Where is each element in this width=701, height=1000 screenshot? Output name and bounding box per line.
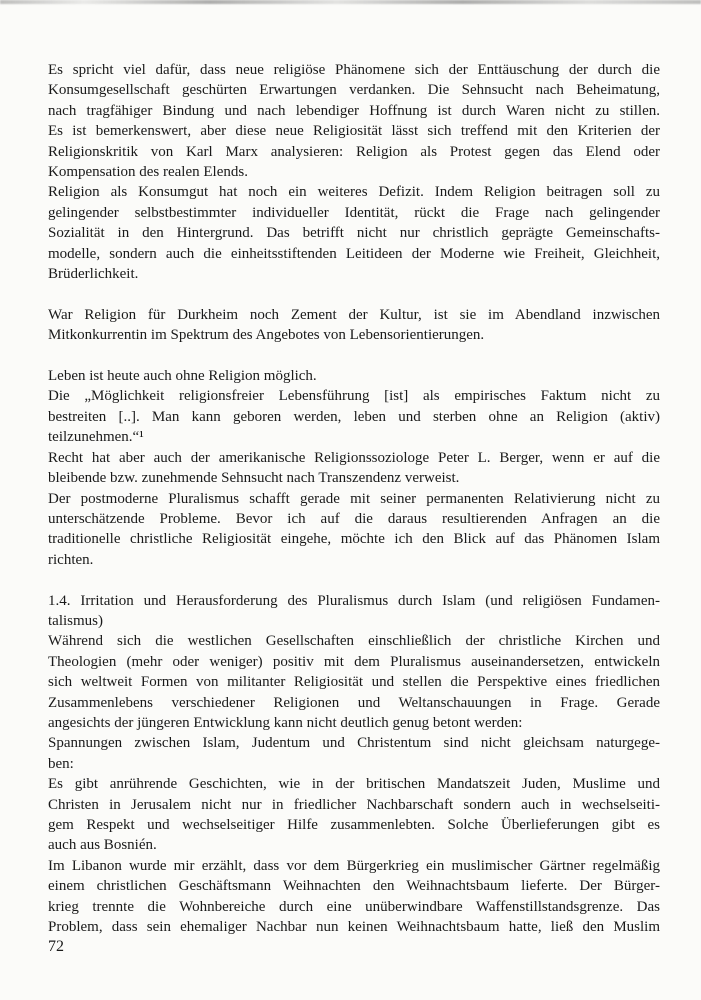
- text-line: richten.: [48, 551, 94, 568]
- text-line: Kompensation des realen Elends.: [48, 164, 248, 181]
- text-line: krieg trennte die Wohnbereiche durch eine unüberwindbare Waffenstillstandsgrenze. Das: [48, 898, 660, 915]
- text-line: gelingender selbstbestimmter individueller Identität, rückt die Frage nach gelingender: [48, 204, 660, 221]
- text-line: Christen in Jerusalem nicht nur in friedlicher Nachbarschaft sondern auch in wechselseiti-: [48, 796, 660, 813]
- section-heading-1-4: [48, 591, 660, 632]
- text-line: Leben ist heute auch ohne Religion möglich.: [48, 368, 317, 385]
- text-line: gem Respekt und wechselseitiger Hilfe zusammenlebten. Solche Überlieferungen gibt es: [48, 816, 660, 833]
- text-line: traditionelle christliche Religiosität eingehe, möchte ich den Blick auf das Phänomen Islam: [48, 531, 660, 548]
- paragraph-leben-ohne-religion: [48, 366, 660, 386]
- text-line: Konsumgesellschaft geschürten Erwartungen verdanken. Die Sehnsucht nach Beheimatung,: [48, 82, 660, 99]
- text-line: bestreiten [..]. Man kann geboren werden, leben und sterben ohne an Religion (aktiv): [48, 408, 660, 425]
- text-line: Zusammenlebens verschiedener Religionen und Weltanschauungen in Frage. Gerade: [48, 694, 660, 711]
- paragraph-peter-berger: [48, 448, 660, 489]
- text-line: 1.4. Irritation und Herausforderung des Pluralismus durch Islam (und religiösen Fundamen-: [48, 592, 660, 609]
- text-line: Brüderlichkeit.: [48, 266, 139, 283]
- text-line: angesichts der jüngeren Entwicklung kann nicht deutlich genug betont werden:: [48, 714, 523, 731]
- text-line: Religion als Konsumgut hat noch ein weiteres Defizit. Indem Religion beitragen soll zu: [48, 184, 660, 201]
- text-line: teilzunehmen.“¹: [48, 429, 144, 446]
- text-line: nach tragfähiger Bindung und nach lebendiger Hoffnung ist durch Waren nicht zu stillen.: [48, 102, 660, 119]
- text-line: ben:: [48, 755, 74, 772]
- text-line: einem christlichen Geschäftsmann Weihnachten den Weihnachtsbaum lieferte. Der Bürger-: [48, 878, 660, 895]
- text-line: Sozialität in den Hintergrund. Das betrifft nicht nur christlich geprägte Gemeinschafts-: [48, 225, 660, 242]
- text-line: talismus): [48, 612, 103, 629]
- text-line: Spannungen zwischen Islam, Judentum und Christentum sind nicht gleichsam naturgege-: [48, 735, 660, 752]
- text-line: Religionskritik von Karl Marx analysieren: Religion als Protest gegen das Elend oder: [48, 143, 660, 160]
- paragraph-spannungen: [48, 733, 660, 774]
- text-line: Im Libanon wurde mir erzählt, dass vor dem Bürgerkrieg ein muslimischer Gärtner regelmäßig: [48, 857, 660, 874]
- text-line: Mitkonkurrentin im Spektrum des Angebotes von Lebensorientierungen.: [48, 327, 485, 344]
- text-line: modelle, sondern auch die einheitsstiftenden Leitideen der Moderne wie Freiheit, Gleichheit,: [48, 245, 660, 262]
- text-line: War Religion für Durkheim noch Zement der Kultur, ist sie im Abendland inzwischen: [48, 306, 660, 323]
- text-line: Der postmoderne Pluralismus schafft gerade mit seiner permanenten Relativierung nicht zu: [48, 490, 660, 507]
- paragraph-gap: [48, 346, 660, 366]
- paragraph-gap: [48, 570, 660, 590]
- text-line: Problem, dass sein ehemaliger Nachbar nun keinen Weihnachtsbaum hatte, ließ den Muslim: [48, 919, 660, 936]
- text-line: Theologien (mehr oder weniger) positiv mit dem Pluralismus auseinandersetzen, entwickeln: [48, 653, 660, 670]
- paragraph-new-religious-phenomena: [48, 60, 660, 182]
- text-line: Die „Möglichkeit religionsfreier Lebensführung [ist] als empirisches Faktum nicht zu: [48, 388, 660, 405]
- paragraph-postmoderner-pluralismus: [48, 489, 660, 571]
- text-line: auch aus Bosnién.: [48, 837, 157, 854]
- text-block: [48, 60, 660, 937]
- paragraph-religion-als-konsumgut: [48, 182, 660, 284]
- paragraph-libanon: [48, 856, 660, 938]
- paragraph-westliche-gesellschaften: [48, 631, 660, 733]
- text-line: sich weltweit Formen von militanter Religiosität und stellen die Perspektive eines friedlichen: [48, 674, 660, 691]
- paragraph-mandatszeit: [48, 774, 660, 856]
- text-line: Recht hat aber auch der amerikanische Religionssoziologe Peter L. Berger, wenn er auf die: [48, 449, 660, 466]
- text-line: bleibende bzw. zunehmende Sehnsucht nach Transzendenz verweist.: [48, 470, 460, 487]
- text-line: unterschätzende Probleme. Bevor ich auf die daraus resultierenden Anfragen an die: [48, 510, 660, 527]
- text-line: Es ist bemerkenswert, aber diese neue Religiosität lässt sich treffend mit den Kriterien der: [48, 123, 660, 140]
- text-line: Während sich die westlichen Gesellschaften einschließlich der christliche Kirchen und: [48, 633, 660, 650]
- paragraph-durkheim: [48, 305, 660, 346]
- page-number: 72: [48, 938, 64, 955]
- text-line: Es gibt anrührende Geschichten, wie in der britischen Mandatszeit Juden, Muslime und: [48, 776, 660, 793]
- paragraph-gap: [48, 284, 660, 304]
- scan-artifact-top-edge: [0, 0, 701, 4]
- text-line: Es spricht viel dafür, dass neue religiöse Phänomene sich der Enttäuschung der durch die: [48, 62, 660, 78]
- paragraph-zitat-religionsfreie-lebensfuehrung: [48, 386, 660, 447]
